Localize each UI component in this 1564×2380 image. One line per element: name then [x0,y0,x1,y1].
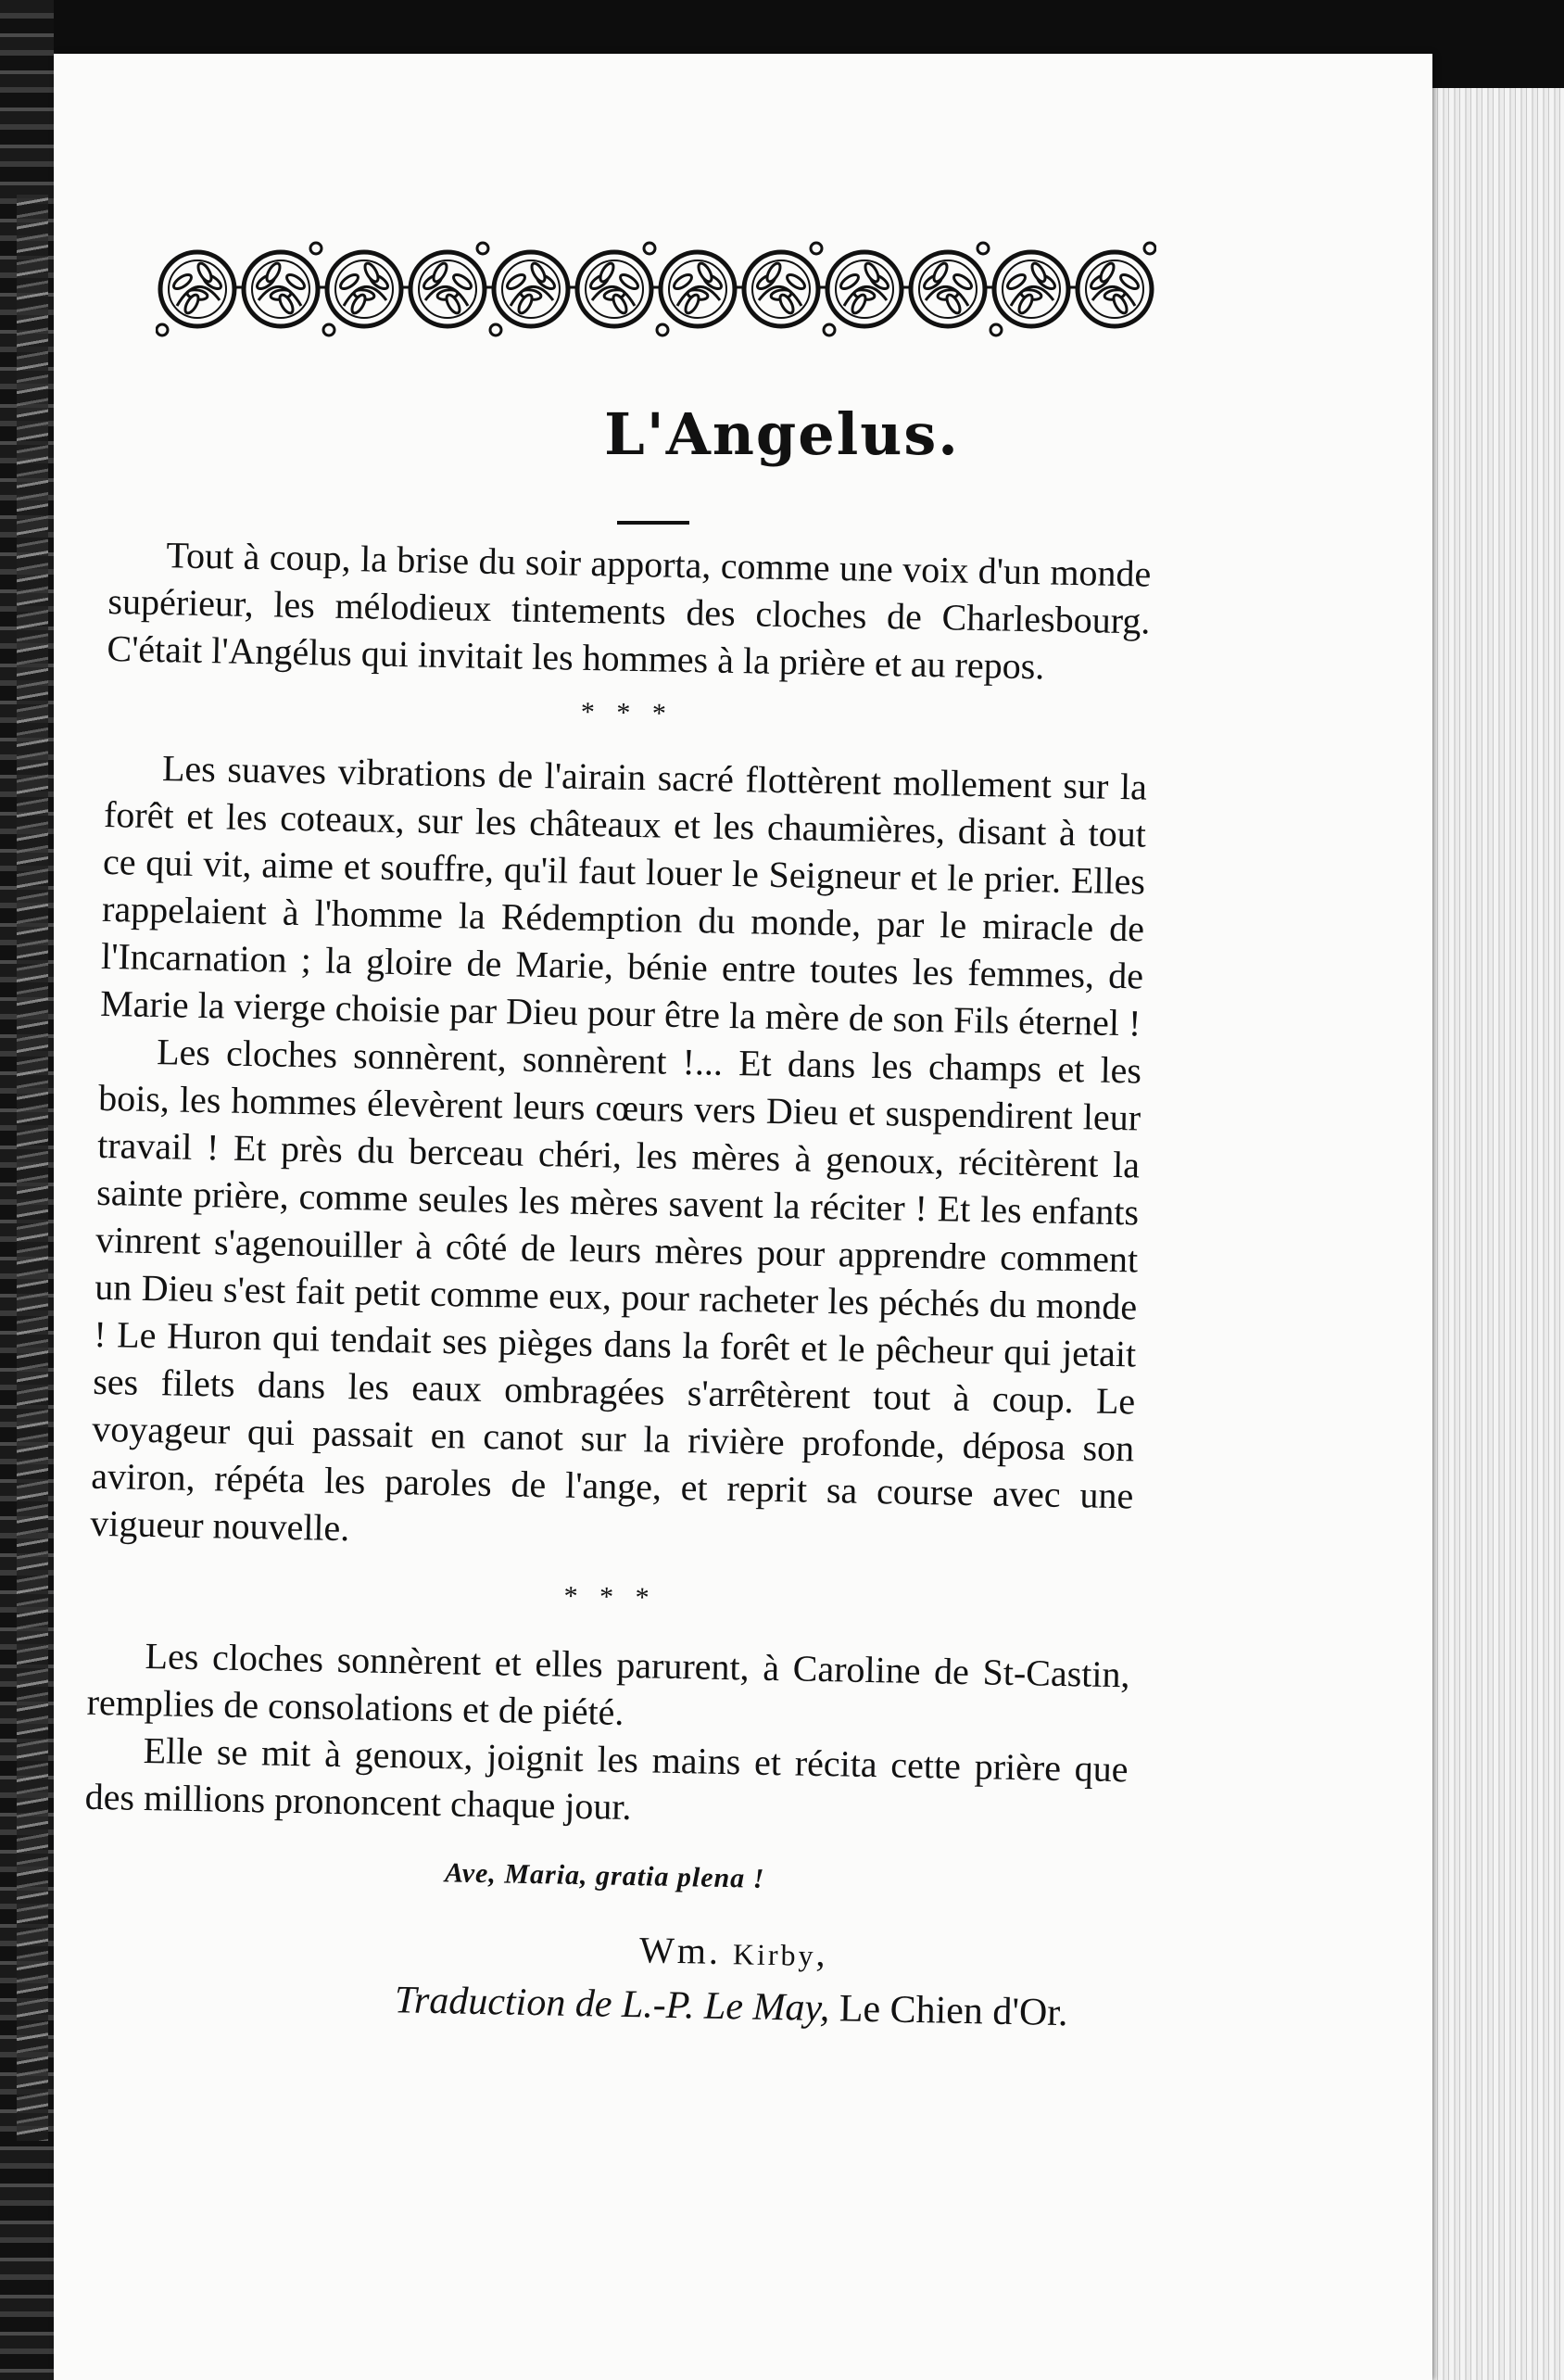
paragraph-1: Tout à coup, la brise du soir apporta, comme une voix d'un monde supérieur, les mélodieux tintements des cloches de Charlesbourg. C'était l'Angélus qui invitait les hommes à la prière et au repos. [107,534,1152,688]
ornament-unit [577,243,655,326]
translator-name: Traduction de L.-P. Le May, [394,1979,830,2031]
ornament-unit [490,252,568,335]
ornament-unit [744,243,822,326]
paragraph-5: Elle se mit à genoux, joignit les mains et récita cette prière que des millions prononcent chaque jour. [84,1728,1129,1829]
source-title: Le Chien d'Or. [828,1987,1068,2035]
ornament-unit [990,252,1068,335]
paragraph-3: Les cloches sonnèrent, sonnèrent !... Et dans les champs et les bois, les hommes élevèrent leurs cœurs vers Dieu et suspendirent leur travail ! Et près du berceau chéri, les mères à genoux, récitèrent la sainte prière, comme seules les mères savent la réciter ! Et les enfants vinrent s'agenouiller à côté de leurs mères pour apprendre comment un Dieu s'est fait petit comme eux, pour racheter les péchés du monde ! Le Huron qui tendait ses pièges dans la forêt et le pêcheur qui jetait ses filets dans les eaux ombragées s'arrêtèrent tout à coup. Le voyageur qui passait en canot sur la rivière profonde, déposa son aviron, répéta les paroles de l'ange, et reprit sa course avec une vigueur nouvelle. [89,1031,1142,1550]
book-binding-edge [0,0,54,2380]
ornament-unit [824,252,902,335]
ornament-units [157,243,1155,335]
page-title: L'Angelus. [604,400,960,468]
ornament-unit [657,252,735,335]
author-initial: Wm. [638,1929,734,1973]
ornament-unit [1078,243,1155,326]
leaf-scroll-ornament [156,234,1156,352]
article-body [81,530,1152,2038]
author-surname-comma: , [815,1931,829,1975]
title-underline [617,521,689,525]
ornament-unit [323,252,401,335]
binding-texture [17,195,48,2141]
ave-maria-line: Ave, Maria, gratia plena ! [444,1857,765,1894]
section-separator-2: * * * [563,1580,657,1614]
section-separator-1: * * * [580,696,675,729]
paragraph-4: Les cloches sonnèrent et elles parurent, à Caroline de St-Castin, remplies de consolations et de piété. [86,1634,1130,1733]
ornament-unit [157,252,234,335]
author-surname: Kirby [732,1937,816,1972]
paragraph-2: Les suaves vibrations de l'airain sacré flottèrent mollement sur la forêt et les coteaux, sur les châteaux et les chaumières, disant à tout ce qui vit, aime et souffre, qu'il faut louer le Seigneur et le prier. Elles rappelaient à l'homme la Rédemption du monde, par le miracle de l'Incarnation ; la gloire de Marie, bénie entre toutes les femmes, de Marie la vierge choisie par Dieu pour être la mère de son Fils éternel ! [99,747,1148,1044]
ornament-unit [911,243,989,326]
ornament-unit [244,243,322,326]
ornament-unit [410,243,488,326]
